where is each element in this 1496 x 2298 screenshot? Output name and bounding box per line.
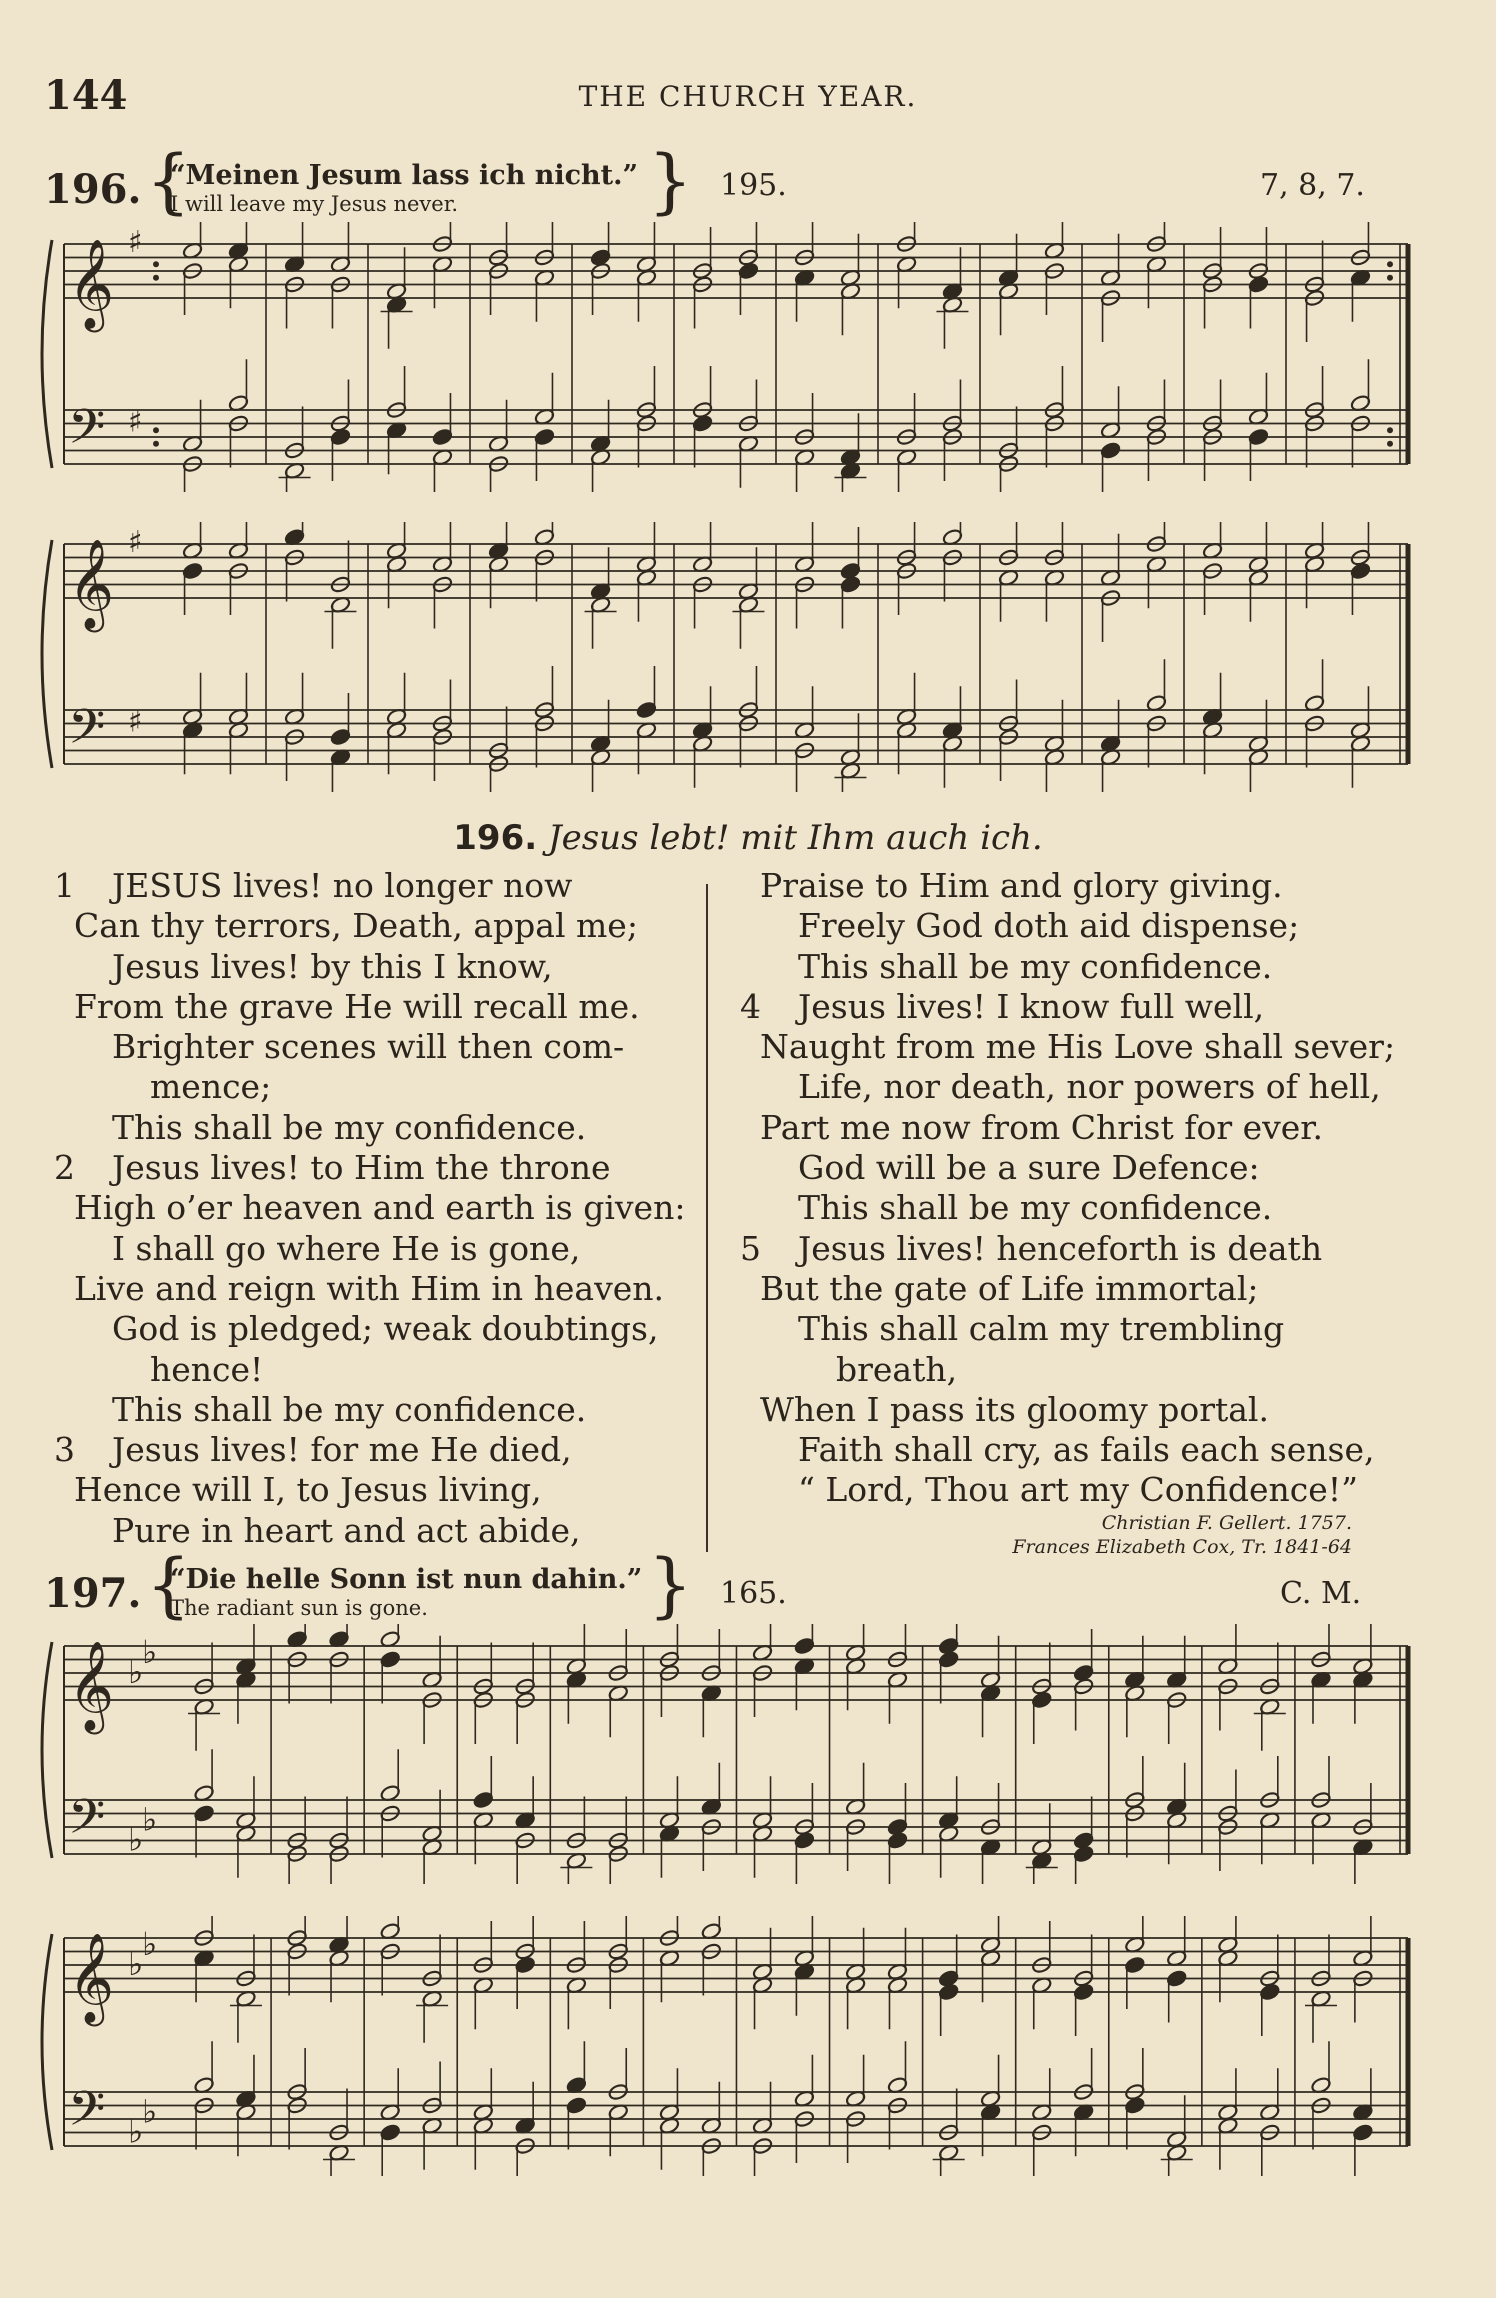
hymn-text-german-title: Jesus lebt! mit Ihm auch ich. bbox=[547, 818, 1043, 858]
staff-system bbox=[30, 222, 1438, 492]
lyric-text: Faith shall cry, as fails each sense, bbox=[798, 1430, 1375, 1470]
hymn-196-heading bbox=[44, 140, 1454, 222]
lyric-line bbox=[74, 947, 704, 987]
lyric-text: Praise to Him and glory giving. bbox=[760, 866, 1283, 905]
lyric-text: This shall be my confidence. bbox=[112, 1389, 587, 1429]
lyric-text: Part me now from Christ for ever. bbox=[760, 1107, 1323, 1147]
lyric-text: “ Lord, Thou art my Confidence!” bbox=[798, 1470, 1358, 1510]
verse-number: 4 bbox=[740, 986, 761, 1026]
lyric-text: God will be a sure Defence: bbox=[798, 1148, 1260, 1188]
meter: 7, 8, 7. bbox=[1260, 168, 1365, 203]
treble-clef: 𝄞 bbox=[68, 1641, 115, 1731]
music-system-196-1 bbox=[30, 222, 1438, 492]
key-flat: ♭ bbox=[142, 1925, 158, 1963]
lyric-text: Live and reign with Him in heaven. bbox=[74, 1268, 664, 1308]
lyric-line bbox=[74, 1390, 704, 1430]
lyric-line bbox=[74, 1229, 704, 1269]
key-flat: ♭ bbox=[128, 1820, 144, 1859]
key-flat: ♭ bbox=[128, 2112, 144, 2151]
lyric-text: Freely God doth aid dispense; bbox=[798, 906, 1300, 946]
verse-number: 2 bbox=[54, 1148, 75, 1188]
brace-left: { bbox=[146, 1544, 191, 1626]
lyric-text: Jesus lives! by this I know, bbox=[112, 946, 553, 986]
key-sharp: ♯ bbox=[128, 525, 143, 560]
hymn-number: 196. bbox=[44, 166, 142, 213]
lyric-text: God is pledged; weak doubtings, bbox=[112, 1309, 659, 1349]
key-flat: ♭ bbox=[142, 1633, 158, 1671]
lyric-text: hence! bbox=[150, 1349, 264, 1389]
key-flat: ♭ bbox=[142, 2092, 158, 2131]
brace-right: } bbox=[648, 1544, 693, 1626]
repeat-dot bbox=[153, 261, 159, 267]
lyric-line bbox=[74, 1269, 704, 1309]
lyric-line bbox=[54, 1430, 704, 1470]
key-sharp: ♯ bbox=[128, 225, 143, 260]
lyric-line bbox=[760, 1108, 1460, 1148]
verse-number: 5 bbox=[740, 1228, 761, 1268]
lyric-text: But the gate of Life immortal; bbox=[760, 1268, 1259, 1308]
lyric-line bbox=[74, 906, 704, 946]
lyric-text: Life, nor death, nor powers of hell, bbox=[798, 1067, 1381, 1107]
lyric-line bbox=[54, 866, 704, 906]
bass-clef: 𝄢 bbox=[68, 398, 106, 467]
lyric-text: Naught from me His Love shall sever; bbox=[760, 1027, 1396, 1067]
lyric-line bbox=[760, 947, 1460, 987]
lyric-line bbox=[760, 1390, 1460, 1430]
lyric-text: This shall calm my trembling bbox=[798, 1309, 1285, 1349]
lyric-line bbox=[74, 1188, 704, 1228]
lyrics-left-column bbox=[54, 866, 704, 1551]
treble-clef: 𝄞 bbox=[68, 539, 115, 629]
key-sharp: ♯ bbox=[128, 704, 143, 740]
lyric-line bbox=[760, 1188, 1460, 1228]
lyric-line bbox=[760, 1430, 1460, 1470]
staff-system bbox=[30, 522, 1438, 792]
repeat-dot bbox=[153, 441, 159, 447]
meter: C. M. bbox=[1280, 1576, 1362, 1611]
lyrics-right-column bbox=[740, 866, 1460, 1511]
lyric-line bbox=[760, 906, 1460, 946]
lyric-line bbox=[760, 1470, 1460, 1510]
lyric-line bbox=[760, 866, 1460, 906]
lyric-text: Jesus lives! henceforth is death bbox=[798, 1228, 1323, 1268]
repeat-dot bbox=[1387, 275, 1393, 281]
key-flat: ♭ bbox=[142, 1800, 158, 1839]
lyric-text: Jesus lives! to Him the throne bbox=[112, 1148, 611, 1188]
staff-system bbox=[30, 1916, 1438, 2176]
system-brace bbox=[42, 1642, 52, 1858]
running-title: THE CHURCH YEAR. bbox=[578, 80, 918, 113]
lyric-text: Pure in heart and act abide, bbox=[112, 1510, 581, 1550]
lyric-text: Jesus lives! for me He died, bbox=[112, 1430, 572, 1470]
lyric-text: This shall be my confidence. bbox=[798, 1188, 1273, 1228]
system-brace bbox=[42, 240, 52, 468]
lyric-line bbox=[760, 1148, 1460, 1188]
lyric-line bbox=[74, 1470, 704, 1510]
tune-number: 165. bbox=[720, 1576, 787, 1611]
lyric-text: High o’er heaven and earth is given: bbox=[74, 1188, 686, 1228]
repeat-dot bbox=[1387, 427, 1393, 433]
staff-system bbox=[30, 1624, 1438, 1884]
repeat-dot bbox=[153, 275, 159, 281]
repeat-dot bbox=[1387, 441, 1393, 447]
tune-number: 195. bbox=[720, 168, 787, 203]
credit-author: Christian F. Gellert. 1757. bbox=[1101, 1512, 1352, 1534]
lyric-text: JESUS lives! no longer now bbox=[112, 866, 573, 905]
treble-clef: 𝄞 bbox=[68, 239, 115, 329]
brace-left: { bbox=[146, 140, 191, 222]
lyric-text: This shall be my confidence. bbox=[798, 946, 1273, 986]
lyric-line bbox=[54, 1148, 704, 1188]
lyric-line bbox=[760, 1067, 1460, 1107]
lyric-line bbox=[760, 1027, 1460, 1067]
repeat-dot bbox=[153, 427, 159, 433]
lyric-line bbox=[74, 987, 704, 1027]
lyric-line bbox=[760, 1269, 1460, 1309]
page-number: 144 bbox=[44, 72, 128, 119]
lyric-text: This shall be my confidence. bbox=[112, 1107, 587, 1147]
credit-translator: Frances Elizabeth Cox, Tr. 1841-64 bbox=[1012, 1536, 1352, 1558]
lyric-text: Brighter scenes will then com- bbox=[112, 1027, 625, 1067]
lyric-line bbox=[760, 1350, 1460, 1390]
brace-right: } bbox=[648, 140, 693, 222]
hymn-text-number: 196. bbox=[453, 818, 538, 858]
lyric-line bbox=[760, 1309, 1460, 1349]
lyric-line bbox=[74, 1027, 704, 1067]
system-brace bbox=[42, 540, 52, 768]
lyric-line bbox=[740, 986, 1460, 1027]
verse-number: 1 bbox=[54, 866, 75, 905]
bass-clef: 𝄢 bbox=[68, 698, 106, 767]
hymn-text-heading bbox=[0, 818, 1496, 858]
hymn-title-english: I will leave my Jesus never. bbox=[170, 192, 459, 216]
lyric-text: Can thy terrors, Death, appal me; bbox=[74, 906, 638, 946]
system-brace bbox=[42, 1934, 52, 2150]
lyric-line bbox=[74, 1108, 704, 1148]
bass-clef: 𝄢 bbox=[68, 2080, 106, 2149]
hymn-title-german: “Meinen Jesum lass ich nicht.” bbox=[170, 160, 639, 191]
key-flat: ♭ bbox=[128, 1945, 144, 1983]
lyric-line bbox=[74, 1350, 704, 1390]
bass-clef: 𝄢 bbox=[68, 1788, 106, 1857]
lyric-line bbox=[74, 1309, 704, 1349]
lyric-text: mence; bbox=[150, 1067, 272, 1107]
music-system-196-2 bbox=[30, 522, 1438, 792]
running-head bbox=[0, 72, 1496, 119]
lyric-line bbox=[740, 1228, 1460, 1269]
key-flat: ♭ bbox=[128, 1653, 144, 1691]
repeat-dot bbox=[1387, 261, 1393, 267]
hymn-title-german: “Die helle Sonn ist nun dahin.” bbox=[170, 1564, 643, 1595]
lyric-text: From the grave He will recall me. bbox=[74, 986, 640, 1026]
lyric-text: When I pass its gloomy portal. bbox=[760, 1389, 1269, 1429]
lyric-text: Hence will I, to Jesus living, bbox=[74, 1470, 542, 1510]
hymn-number: 197. bbox=[44, 1570, 142, 1617]
key-sharp: ♯ bbox=[128, 404, 143, 440]
lyric-line bbox=[74, 1067, 704, 1107]
lyric-text: Jesus lives! I know full well, bbox=[798, 986, 1265, 1026]
lyric-text: I shall go where He is gone, bbox=[112, 1228, 581, 1268]
treble-clef: 𝄞 bbox=[68, 1933, 115, 2023]
column-divider bbox=[706, 884, 708, 1552]
music-system-197-2 bbox=[30, 1916, 1438, 2176]
music-system-197-1 bbox=[30, 1624, 1438, 1884]
lyric-text: breath, bbox=[836, 1349, 958, 1389]
hymn-title-english: The radiant sun is gone. bbox=[170, 1596, 428, 1620]
verse-number: 3 bbox=[54, 1430, 75, 1470]
